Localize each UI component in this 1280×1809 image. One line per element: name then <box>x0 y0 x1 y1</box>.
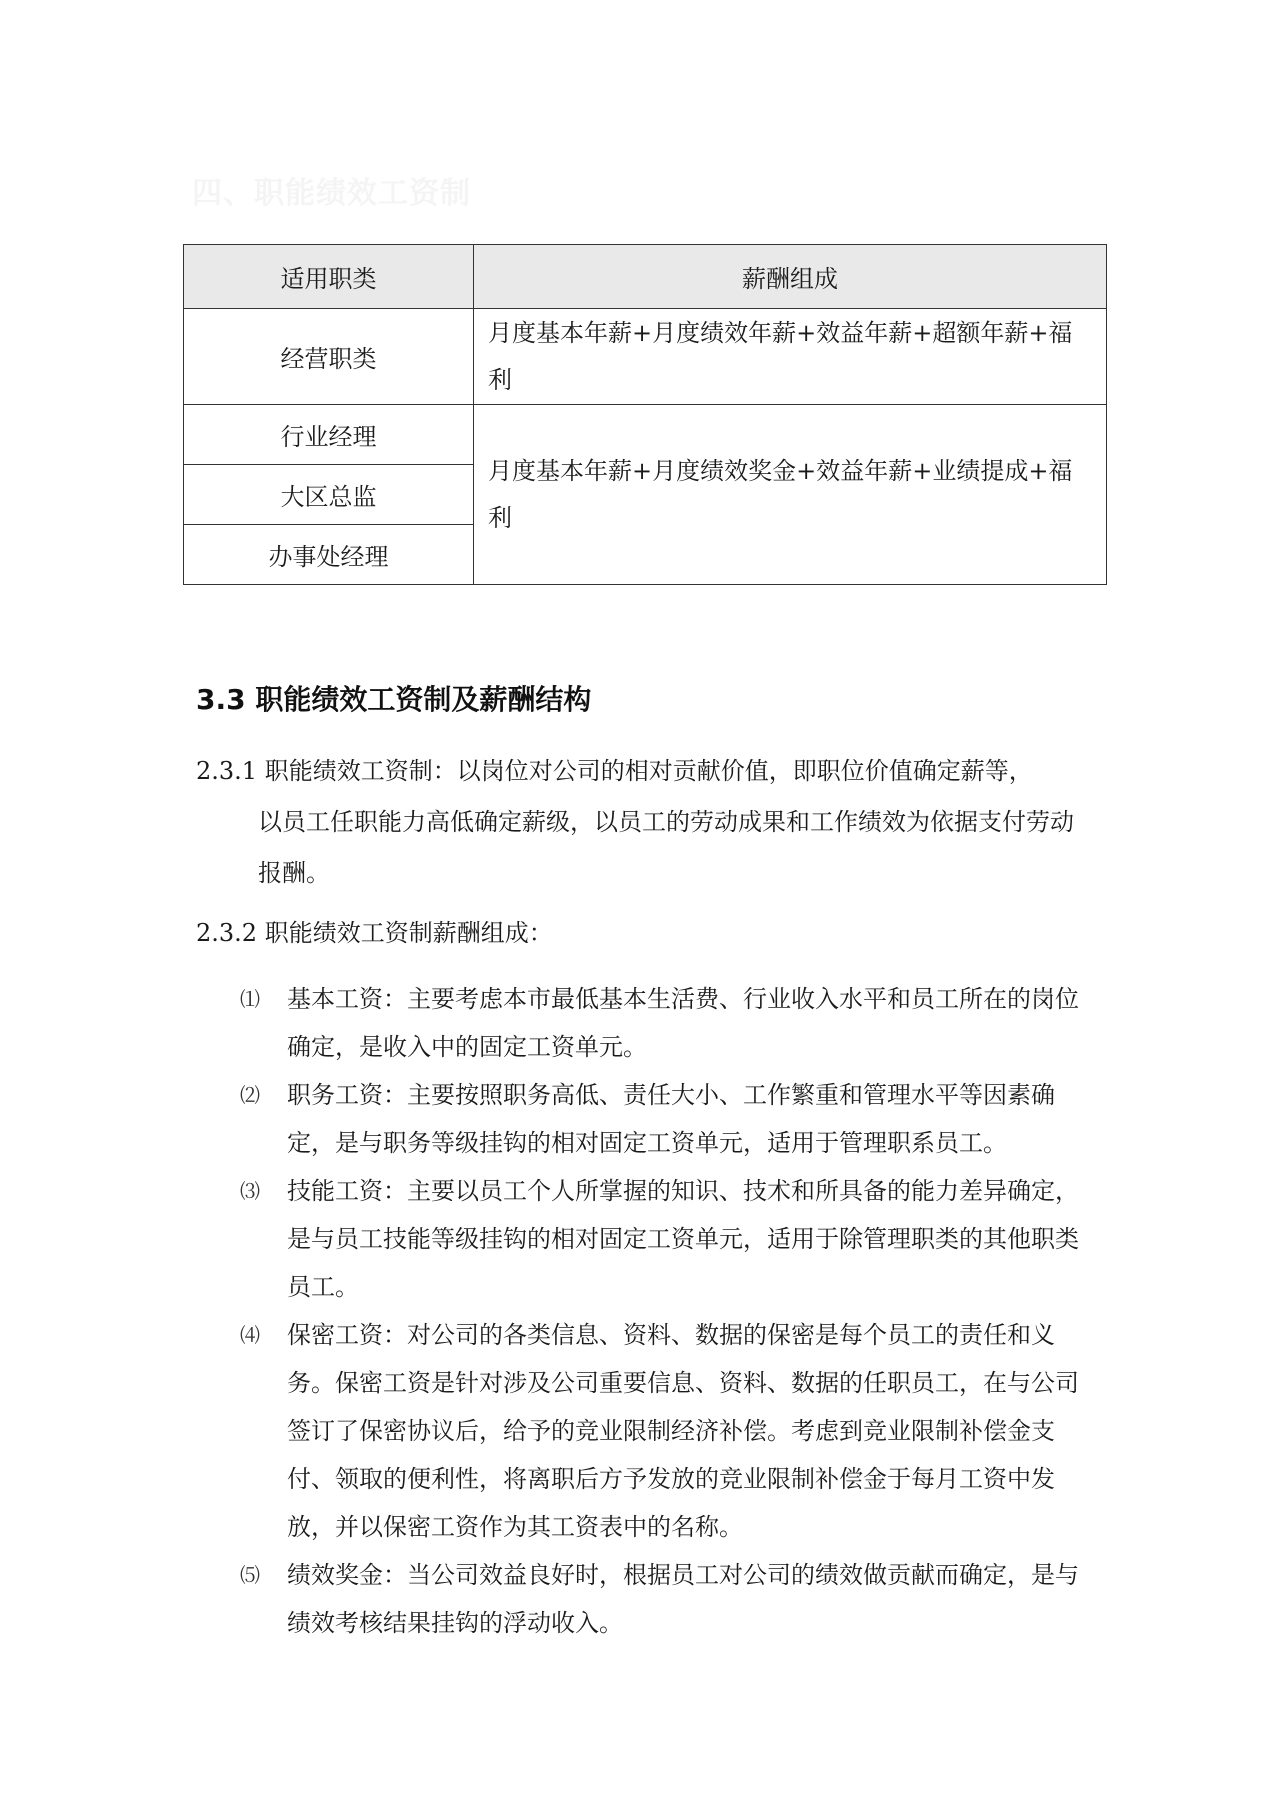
list-item <box>240 975 1100 1071</box>
table-row <box>184 309 1107 405</box>
paragraph-continuation: 以员工任职能力高低确定薪级，以员工的劳动成果和工作绩效为依据支付劳动报酬。 <box>258 808 1074 887</box>
cell-category: 大区总监 <box>184 465 474 525</box>
list-item-number: ⑷ <box>240 1323 260 1347</box>
paragraph-lead: 2.3.1 职能绩效工资制：以岗位对公司的相对贡献价值，即职位价值确定薪等， <box>196 757 1033 785</box>
list-item-number: ⑶ <box>240 1179 260 1203</box>
paragraph-2-3-2: 2.3.2 职能绩效工资制薪酬组成： <box>196 919 553 947</box>
list-item-number: ⑴ <box>240 987 260 1011</box>
header-category: 适用职类 <box>184 245 474 309</box>
list-item-text: 职务工资：主要按照职务高低、责任大小、工作繁重和管理水平等因素确定，是与职务等级挂钩的相对固定工资单元，适用于管理职系员工。 <box>287 1081 1055 1157</box>
cell-composition: 月度基本年薪+月度绩效奖金+效益年薪+业绩提成+福利 <box>474 405 1107 585</box>
table-header-row <box>184 245 1107 309</box>
list-item <box>240 1311 1100 1551</box>
faded-section-title: 四、职能绩效工资制 <box>192 176 471 211</box>
list-item-text: 绩效奖金：当公司效益良好时，根据员工对公司的绩效做贡献而确定，是与绩效考核结果挂钩的浮动收入。 <box>287 1561 1079 1637</box>
table-row <box>184 405 1107 465</box>
list-item <box>240 1167 1100 1311</box>
header-composition: 薪酬组成 <box>474 245 1107 309</box>
list-item-text: 保密工资：对公司的各类信息、资料、数据的保密是每个员工的责任和义务。保密工资是针对涉及公司重要信息、资料、数据的任职员工，在与公司签订了保密协议后，给予的竞业限制经济补偿。考虑到竞业限制补偿金支付、领取的便利性，将离职后方予发放的竞业限制补偿金于每月工资中发放，并以保密工资作为其工资表中的名称。 <box>287 1321 1079 1541</box>
list-item-number: ⑵ <box>240 1083 260 1107</box>
cell-composition: 月度基本年薪+月度绩效年薪+效益年薪+超额年薪+福利 <box>474 309 1107 405</box>
list-item <box>240 1551 1100 1647</box>
paragraph-2-3-1 <box>196 746 1096 899</box>
list-item <box>240 1071 1100 1167</box>
composition-list <box>240 975 1100 1647</box>
cell-category: 办事处经理 <box>184 525 474 585</box>
section-heading: 3.3 职能绩效工资制及薪酬结构 <box>196 683 592 716</box>
cell-category: 经营职类 <box>184 309 474 405</box>
list-item-number: ⑸ <box>240 1563 260 1587</box>
salary-structure-table <box>183 244 1107 585</box>
cell-category: 行业经理 <box>184 405 474 465</box>
list-item-text: 基本工资：主要考虑本市最低基本生活费、行业收入水平和员工所在的岗位确定，是收入中的固定工资单元。 <box>287 985 1079 1061</box>
list-item-text: 技能工资：主要以员工个人所掌握的知识、技术和所具备的能力差异确定，是与员工技能等级挂钩的相对固定工资单元，适用于除管理职类的其他职类员工。 <box>287 1177 1079 1301</box>
